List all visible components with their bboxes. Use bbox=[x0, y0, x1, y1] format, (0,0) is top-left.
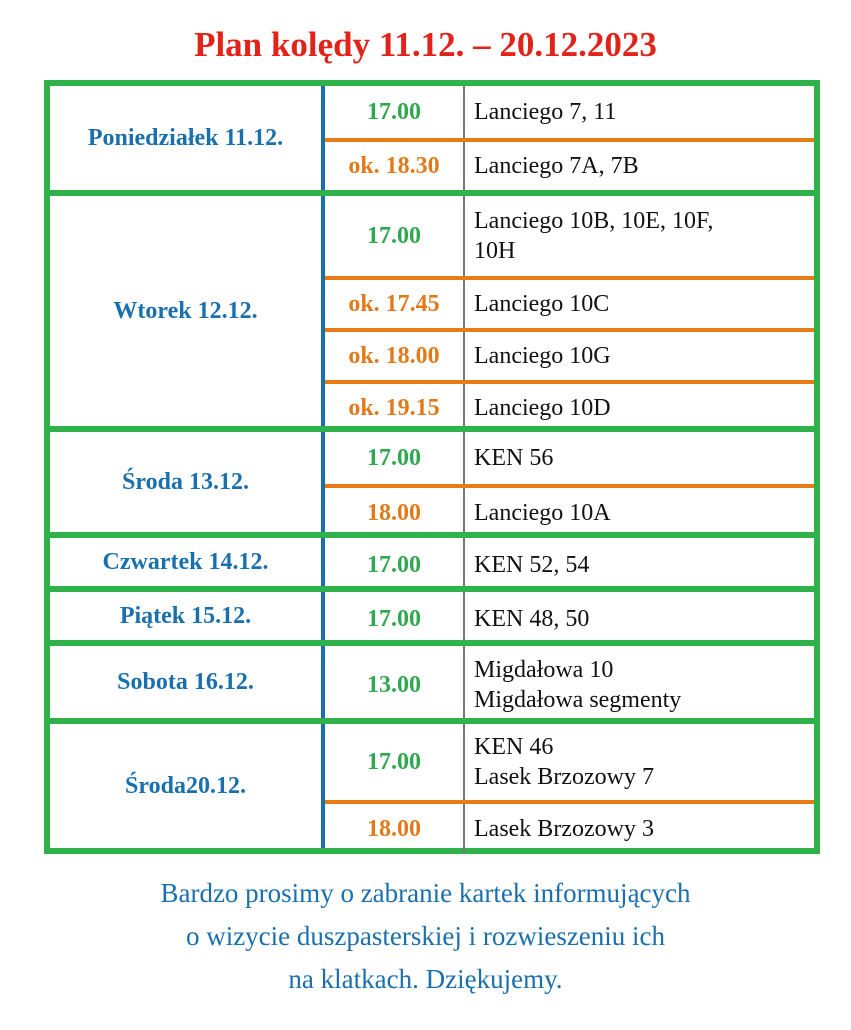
footer-line: na klatkach. Dziękujemy. bbox=[288, 964, 563, 994]
column-divider bbox=[463, 724, 465, 800]
visit-address bbox=[474, 592, 810, 646]
address-line: KEN 46 bbox=[474, 734, 554, 760]
schedule-table bbox=[44, 80, 820, 854]
day-label: Środa 13.12. bbox=[122, 468, 249, 495]
address-line: Migdałowa 10 bbox=[474, 657, 614, 683]
column-divider bbox=[463, 142, 465, 190]
column-divider bbox=[463, 384, 465, 432]
visit-address bbox=[474, 488, 810, 538]
address-line: KEN 52, 54 bbox=[474, 552, 590, 578]
day-label: Poniedziałek 11.12. bbox=[87, 124, 284, 151]
visit-address bbox=[474, 804, 810, 854]
visit-time: ok. 18.00 bbox=[348, 342, 440, 369]
visit-slot bbox=[325, 380, 814, 432]
day-label: Wtorek 12.12. bbox=[113, 297, 258, 324]
visit-time: 17.00 bbox=[367, 605, 421, 632]
visit-address bbox=[474, 646, 810, 724]
visit-slot bbox=[325, 86, 814, 138]
day-label: Piątek 15.12. bbox=[119, 602, 252, 629]
visit-time: 13.00 bbox=[367, 671, 421, 698]
column-divider bbox=[463, 432, 465, 484]
column-divider bbox=[463, 538, 465, 592]
visit-time: ok. 18.30 bbox=[348, 152, 440, 179]
page-title: Plan kolędy 11.12. – 20.12.2023 bbox=[194, 25, 657, 64]
day-row bbox=[50, 532, 814, 586]
address-line: Migdałowa segmenty bbox=[474, 687, 682, 713]
visit-time: ok. 17.45 bbox=[348, 290, 440, 317]
column-divider bbox=[463, 196, 465, 276]
visit-slot bbox=[325, 800, 814, 854]
address-line: Lanciego 10G bbox=[474, 343, 611, 369]
visit-time: ok. 19.15 bbox=[348, 394, 440, 421]
visit-time: 17.00 bbox=[367, 444, 421, 471]
visit-time: 17.00 bbox=[367, 98, 421, 125]
visit-slot bbox=[325, 646, 814, 724]
footer-note bbox=[0, 872, 851, 1001]
day-label: Czwartek 14.12. bbox=[102, 548, 269, 575]
column-divider bbox=[463, 646, 465, 724]
column-divider bbox=[463, 804, 465, 854]
visit-address bbox=[474, 432, 810, 484]
day-row bbox=[50, 718, 814, 848]
column-divider bbox=[463, 332, 465, 380]
address-line: KEN 56 bbox=[474, 445, 554, 471]
address-line: KEN 48, 50 bbox=[474, 606, 590, 632]
day-row bbox=[50, 640, 814, 718]
footer-line: o wizycie duszpasterskiej i rozwieszeniu ich bbox=[185, 921, 666, 951]
column-divider bbox=[463, 280, 465, 328]
visit-time: 17.00 bbox=[367, 551, 421, 578]
address-line: Lanciego 7, 11 bbox=[474, 99, 617, 125]
visit-slot bbox=[325, 592, 814, 646]
day-row bbox=[50, 86, 814, 190]
address-line: Lasek Brzozowy 7 bbox=[474, 764, 654, 790]
visit-time: 17.00 bbox=[367, 222, 421, 249]
visit-slot bbox=[325, 276, 814, 328]
day-label: Środa20.12. bbox=[125, 772, 246, 799]
day-row bbox=[50, 190, 814, 426]
visit-slot bbox=[325, 138, 814, 190]
address-line: Lanciego 7A, 7B bbox=[474, 153, 639, 179]
visit-address bbox=[474, 332, 810, 380]
address-line: Lanciego 10B, 10E, 10F, bbox=[474, 208, 714, 234]
address-line: Lasek Brzozowy 3 bbox=[474, 816, 654, 842]
visit-time: 17.00 bbox=[367, 748, 421, 775]
column-divider bbox=[463, 86, 465, 138]
visit-slot bbox=[325, 328, 814, 380]
address-line: 10H bbox=[474, 238, 516, 264]
visit-slot bbox=[325, 484, 814, 538]
column-divider bbox=[463, 592, 465, 646]
visit-slot bbox=[325, 538, 814, 592]
column-divider bbox=[463, 488, 465, 538]
visit-time: 18.00 bbox=[367, 499, 421, 526]
visit-address bbox=[474, 384, 810, 432]
day-row bbox=[50, 426, 814, 532]
visit-address bbox=[474, 142, 810, 190]
address-line: Lanciego 10D bbox=[474, 395, 611, 421]
visit-time: 18.00 bbox=[367, 815, 421, 842]
day-row bbox=[50, 586, 814, 640]
visit-address bbox=[474, 196, 810, 276]
address-line: Lanciego 10C bbox=[474, 291, 610, 317]
visit-slot bbox=[325, 196, 814, 276]
footer-line: Bardzo prosimy o zabranie kartek informujących bbox=[160, 878, 691, 908]
visit-address bbox=[474, 86, 810, 138]
day-label: Sobota 16.12. bbox=[117, 668, 254, 695]
visit-address bbox=[474, 280, 810, 328]
visit-address bbox=[474, 538, 810, 592]
address-line: Lanciego 10A bbox=[474, 500, 611, 526]
visit-slot bbox=[325, 724, 814, 800]
visit-address bbox=[474, 724, 810, 800]
visit-slot bbox=[325, 432, 814, 484]
